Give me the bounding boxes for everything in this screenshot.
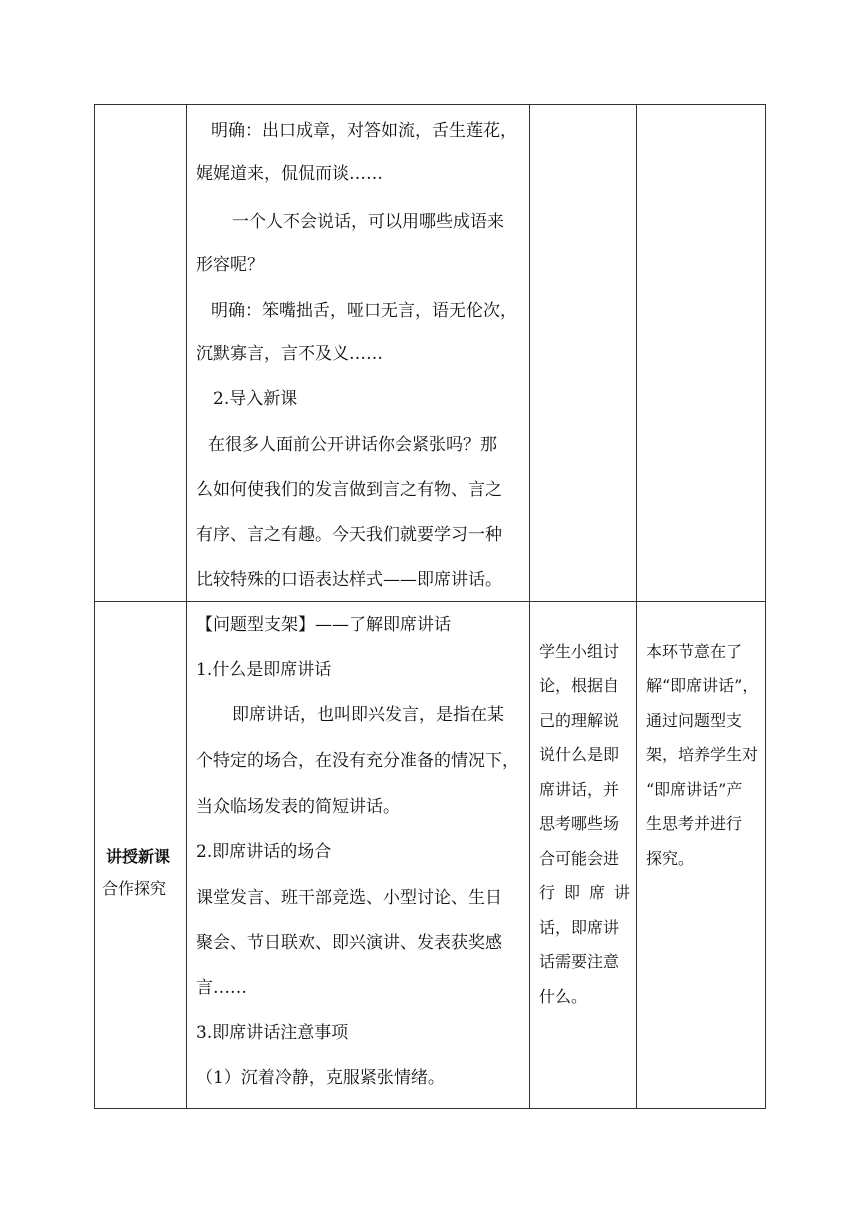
activity-line: 己的理解说 xyxy=(539,711,620,730)
paragraph-line: 明确：出口成章，对答如流，舌生莲花， xyxy=(211,121,517,141)
row-divider xyxy=(94,601,766,602)
table-right-border xyxy=(765,104,766,1109)
paragraph-line: 比较特殊的口语表达样式——即席讲话。 xyxy=(196,570,502,590)
activity-line: 话，即席讲 xyxy=(539,918,620,937)
table-top-border xyxy=(94,104,766,105)
column-divider-1 xyxy=(186,104,187,1109)
intent-line: 通过问题型支 xyxy=(646,711,743,730)
scaffold-heading: 【问题型支架】——了解即席讲话 xyxy=(196,615,451,635)
activity-line: 说什么是即 xyxy=(539,745,620,764)
section-heading: 2.导入新课 xyxy=(213,389,298,409)
paragraph-line: 么如何使我们的发言做到言之有物、言之 xyxy=(196,480,502,500)
table-bottom-border xyxy=(94,1108,766,1109)
column-divider-3 xyxy=(636,104,637,1109)
activity-line: 合可能会进 xyxy=(539,849,620,868)
intent-line: 架，培养学生对 xyxy=(646,745,759,764)
paragraph-line: 在很多人面前公开讲话你会紧张吗？那 xyxy=(208,435,497,455)
section-heading: 2.即席讲话的场合 xyxy=(196,842,332,862)
paragraph-line: 聚会、节日联欢、即兴演讲、发表获奖感 xyxy=(196,933,502,953)
intent-line: 本环节意在了 xyxy=(646,642,743,661)
activity-line: 席讲话，并 xyxy=(539,780,620,799)
paragraph-line: 娓娓道来，侃侃而谈…… xyxy=(196,164,383,184)
paragraph-line: 有序、言之有趣。今天我们就要学习一种 xyxy=(196,525,502,545)
paragraph-line: 课堂发言、班干部竞选、小型讨论、生日 xyxy=(196,888,502,908)
intent-line: 生思考并进行 xyxy=(646,814,743,833)
paragraph-line: 形容呢？ xyxy=(196,255,264,275)
column-divider-2 xyxy=(529,104,530,1109)
paragraph-line: 言…… xyxy=(196,978,247,998)
stage-subtitle: 合作探究 xyxy=(102,879,167,898)
section-heading: 1.什么是即席讲话 xyxy=(196,660,332,680)
stage-title: 讲授新课 xyxy=(106,847,171,866)
activity-line: 话需要注意 xyxy=(539,952,620,971)
table-left-border xyxy=(94,104,95,1109)
paragraph-line: 沉默寡言，言不及义…… xyxy=(196,344,383,364)
activity-line: 论，根据自 xyxy=(539,676,620,695)
activity-line: 学生小组讨 xyxy=(539,642,620,661)
paragraph-line: 明确：笨嘴拙舌，哑口无言，语无伦次， xyxy=(211,301,517,321)
activity-line: 行即席讲 xyxy=(539,883,640,902)
paragraph-line: 即席讲话，也叫即兴发言，是指在某 xyxy=(232,705,504,725)
intent-line: “即席讲话”产 xyxy=(646,780,743,799)
section-heading: 3.即席讲话注意事项 xyxy=(196,1023,349,1043)
paragraph-line: 个特定的场合，在没有充分准备的情况下， xyxy=(196,751,519,771)
intent-line: 解“即席讲话”， xyxy=(646,676,759,695)
intent-line: 探究。 xyxy=(646,849,695,868)
activity-line: 思考哪些场 xyxy=(539,814,620,833)
paragraph-line: 一个人不会说话，可以用哪些成语来 xyxy=(232,212,504,232)
paragraph-line: （1）沉着冷静，克服紧张情绪。 xyxy=(196,1068,445,1088)
paragraph-line: 当众临场发表的简短讲话。 xyxy=(196,797,400,817)
activity-line: 什么。 xyxy=(539,987,588,1006)
